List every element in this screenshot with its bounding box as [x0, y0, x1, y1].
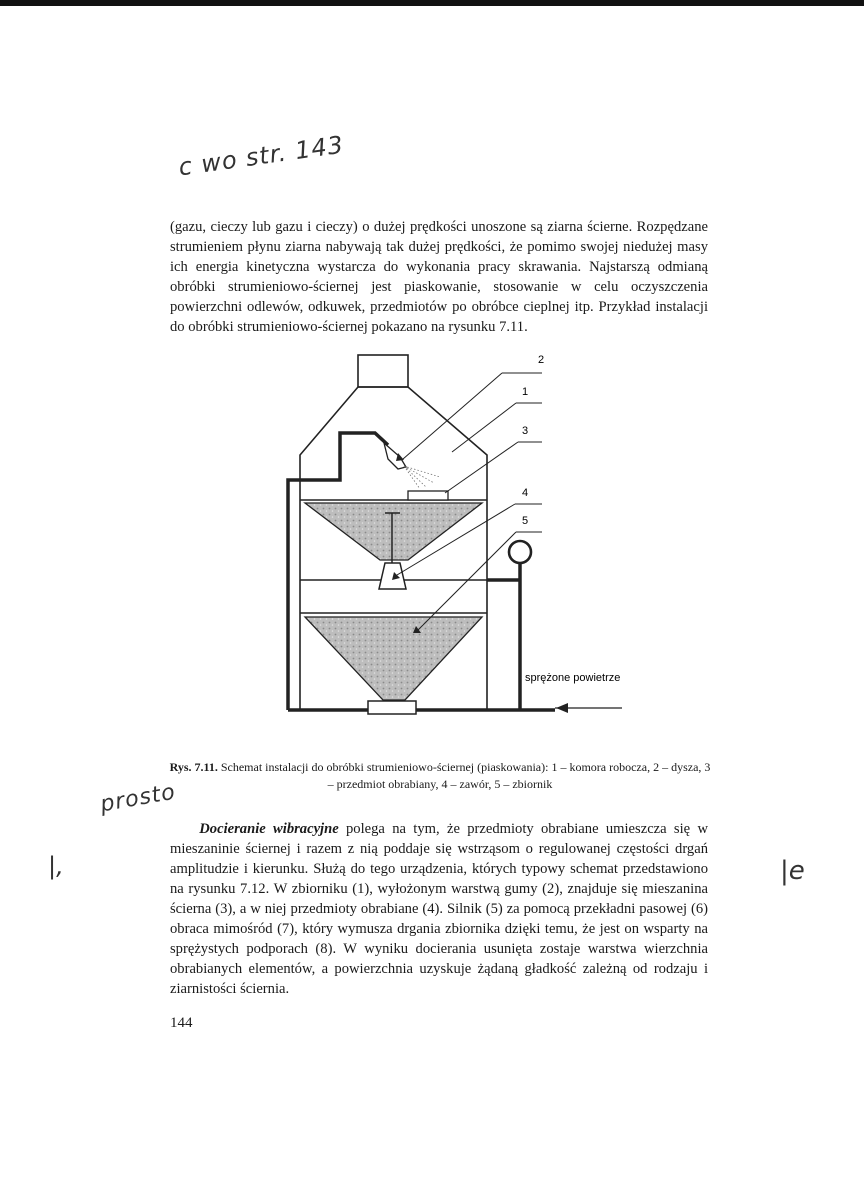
paragraph-2-lead: Docieranie wibracyjne	[199, 821, 339, 837]
figure-caption	[166, 759, 714, 793]
label-3: 3	[522, 425, 529, 437]
paragraph-1	[170, 217, 708, 337]
lower-tank	[305, 617, 482, 714]
valve	[379, 563, 406, 589]
installation-diagram	[280, 345, 640, 725]
pressure-gauge	[487, 541, 531, 710]
handwritten-mark-right: |e	[780, 856, 805, 886]
paragraph-2-body	[170, 819, 708, 999]
air-line	[288, 703, 622, 713]
label-compressed-air: sprężone powietrze	[525, 672, 621, 684]
caption-text: Schemat instalacji do obróbki strumieniowo-ściernej (piaskowania): 1 – komora robocza, 2 – dysza, 3 – przedmiot obrabiany, 4 – zawór, 5 – zbiornik	[217, 760, 711, 791]
label-2: 2	[538, 354, 545, 366]
label-1: 1	[522, 386, 529, 398]
paragraph-1-text: (gazu, cieczy lub gazu i cieczy) o dużej prędkości unoszone są ziarna ścierne. Rozpędzane strumieniem płynu ziarna nabywają tak dużej prędkości, że pomimo swojej niedużej masy ich energia kinetyczna wystarcza do wykonania pracy skrawania. Najstarszą odmianą obróbki strumieniowo-ściernej jest piaskowanie, stosowanie w celu oczyszczenia powierzchni odlewów, odkuwek, przedmiotów po obróbce cieplnej itp. Przykład instalacji do obróbki strumieniowo-ściernej pokazano na rysunku 7.11.	[170, 219, 708, 335]
paragraph-2	[170, 819, 708, 999]
workpiece	[408, 491, 448, 500]
spray	[404, 466, 440, 489]
handwritten-note-left: prosto	[98, 779, 178, 818]
label-4: 4	[522, 487, 529, 499]
paragraph-2-text: polega na tym, że przedmioty obrabiane umieszcza się w mieszaninie ściernej i razem z nią poddaje się wstrząsom o regulowanej częstości drgań amplitudzie i kierunku. Służą do tego urządzenia, których typowy schemat przedstawiono na rysunku 7.12. W zbiorniku (1), wyłożonym warstwą gumy (2), znajduje się mieszanina ścierna (3), a w niej przedmioty obrabiane (4). Silnik (5) za pomocą przekładni pasowej (6) obraca mimośród (7), który wymusza drgania zbiornika dzięki temu, że jest on wsparty na sprężystych podporach (8). W wyniku docierania usunięta zostaje warstwa wierzchnia obrabianych elementów, a powierzchnia uzyskuje żądaną gładkość zależną od rodzaju i ziarnistości ściernia.	[170, 821, 708, 997]
page-number: 144	[170, 1015, 193, 1031]
label-5: 5	[522, 515, 529, 527]
handwritten-note-top: c wo str. 143	[176, 130, 346, 182]
figure-sandblasting-installation	[280, 345, 640, 730]
caption-number: Rys. 7.11.	[169, 760, 218, 774]
handwritten-mark-left: |,	[48, 852, 64, 880]
